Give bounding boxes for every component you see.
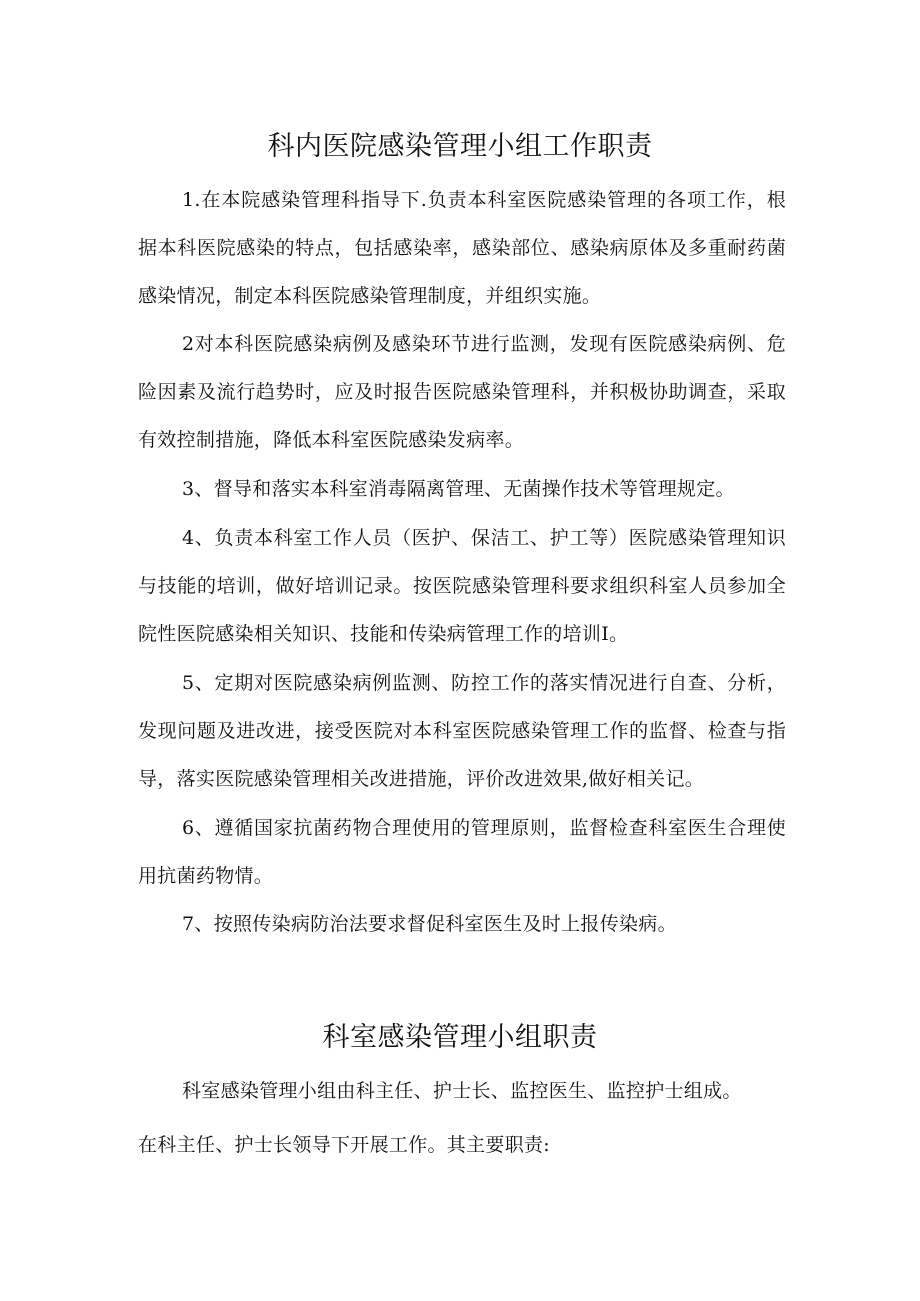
duty-item-1: 1.在本院感染管理科指导下.负责本科室医院感染管理的各项工作，根据本科医院感染的特点，包括感染率，感染部位、感染病原体及多重耐药菌感染情况，制定本科医院感染管理制度，并组织实施。 [138,189,786,307]
section-2-intro: 科室感染管理小组由科主任、护士长、监控医生、监控护士组成。 [182,1080,742,1102]
duty-item-3: 3、督导和落实本科室消毒隔离管理、无菌操作技术等管理规定。 [182,478,735,500]
section-1-title: 科内医院感染管理小组工作职责 [267,131,653,162]
duty-item-2: 2对本科医院感染病例及感染环节进行监测，发现有医院感染病例、危险因素及流行趋势时，应及时报告医院感染管理科，并积极协助调查，采取有效控制措施，降低本科室医院感染发病率。 [138,333,786,451]
section-2-intro-continued: 在科主任、护士长领导下开展工作。其主要职责: [138,1134,551,1156]
duty-item-5: 5、定期对医院感染病例监测、防控工作的落实情况进行自查、分析，发现问题及进改进，接受医院对本科室医院感染管理工作的监督、检查与指导，落实医院感染管理相关改进措施，评价改进效果,做好相关记。 [138,672,786,790]
duty-item-7: 7、按照传染病防治法要求督促科室医生及时上报传染病。 [182,913,677,935]
section-2-title: 科室感染管理小组职责 [322,1022,598,1053]
duty-item-6: 6、遵循国家抗菌药物合理使用的管理原则，监督检查科室医生合理使用抗菌药物情。 [138,817,786,887]
duty-item-4: 4、负责本科室工作人员（医护、保洁工、护工等）医院感染管理知识与技能的培训，做好培训记录。按医院感染管理科要求组织科室人员参加全院性医院感染相关知识、技能和传染病管理工作的培训I。 [138,527,786,645]
